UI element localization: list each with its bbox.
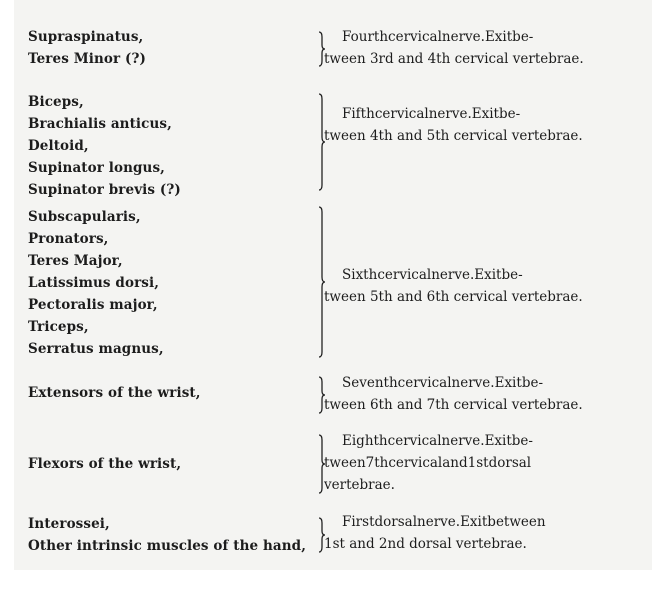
nerve-description — [324, 103, 626, 147]
innervation-group-fifth-cervical — [14, 91, 652, 203]
muscle-name: Subscapularis, — [28, 209, 141, 225]
muscle-name: Supinator longus, — [28, 160, 165, 176]
nerve-description — [324, 372, 626, 416]
innervation-group-fourth-cervical — [14, 26, 652, 72]
nerve-line: Fourthcervicalnerve.Exitbe- — [342, 29, 534, 45]
nerve-line: Fifthcervicalnerve.Exitbe- — [342, 106, 521, 122]
innervation-group-sixth-cervical — [14, 206, 652, 362]
nerve-line: Firstdorsalnerve.Exitbetween — [342, 514, 546, 530]
muscle-list — [28, 206, 164, 360]
muscle-name: Teres Minor (?) — [28, 51, 146, 67]
muscle-name: Biceps, — [28, 94, 84, 110]
nerve-line: Seventhcervicalnerve.Exitbe- — [342, 375, 544, 391]
muscle-list — [28, 91, 181, 201]
muscle-name: Deltoid, — [28, 138, 89, 154]
nerve-line: 1st and 2nd dorsal vertebrae. — [324, 536, 527, 552]
muscle-list — [28, 453, 181, 475]
nerve-line: tween 4th and 5th cervical vertebrae. — [324, 128, 583, 144]
muscle-name: Pronators, — [28, 231, 109, 247]
muscle-name: Other intrinsic muscles of the hand, — [28, 538, 307, 554]
nerve-line: Eighthcervicalnerve.Exitbe- — [342, 433, 533, 449]
nerve-description — [324, 430, 626, 496]
document-page — [14, 0, 652, 570]
nerve-line: Sixthcervicalnerve.Exitbe- — [342, 267, 523, 283]
innervation-group-first-dorsal — [14, 511, 652, 557]
muscle-name: Supraspinatus, — [28, 29, 144, 45]
muscle-name: Pectoralis major, — [28, 297, 158, 313]
muscle-name: Triceps, — [28, 319, 89, 335]
muscle-name: Interossei, — [28, 516, 110, 532]
muscle-name: Extensors of the wrist, — [28, 385, 201, 401]
nerve-line: tween7thcervicaland1stdorsal — [324, 455, 532, 471]
nerve-line: tween 6th and 7th cervical vertebrae. — [324, 397, 583, 413]
muscle-name: Serratus magnus, — [28, 341, 164, 357]
innervation-group-seventh-cervical — [14, 372, 652, 418]
muscle-name: Latissimus dorsi, — [28, 275, 160, 291]
nerve-description — [324, 511, 626, 555]
muscle-name: Teres Major, — [28, 253, 123, 269]
muscle-name: Supinator brevis (?) — [28, 182, 181, 198]
muscle-name: Brachialis anticus, — [28, 116, 172, 132]
nerve-description — [324, 26, 626, 70]
nerve-line: tween 5th and 6th cervical vertebrae. — [324, 289, 583, 305]
nerve-line: tween 3rd and 4th cervical vertebrae. — [324, 51, 584, 67]
muscle-name: Flexors of the wrist, — [28, 456, 182, 472]
nerve-line: vertebrae. — [324, 477, 395, 493]
innervation-group-eighth-cervical — [14, 430, 652, 498]
nerve-description — [324, 264, 626, 308]
muscle-list — [28, 382, 201, 404]
muscle-list — [28, 26, 146, 70]
muscle-list — [28, 513, 306, 557]
